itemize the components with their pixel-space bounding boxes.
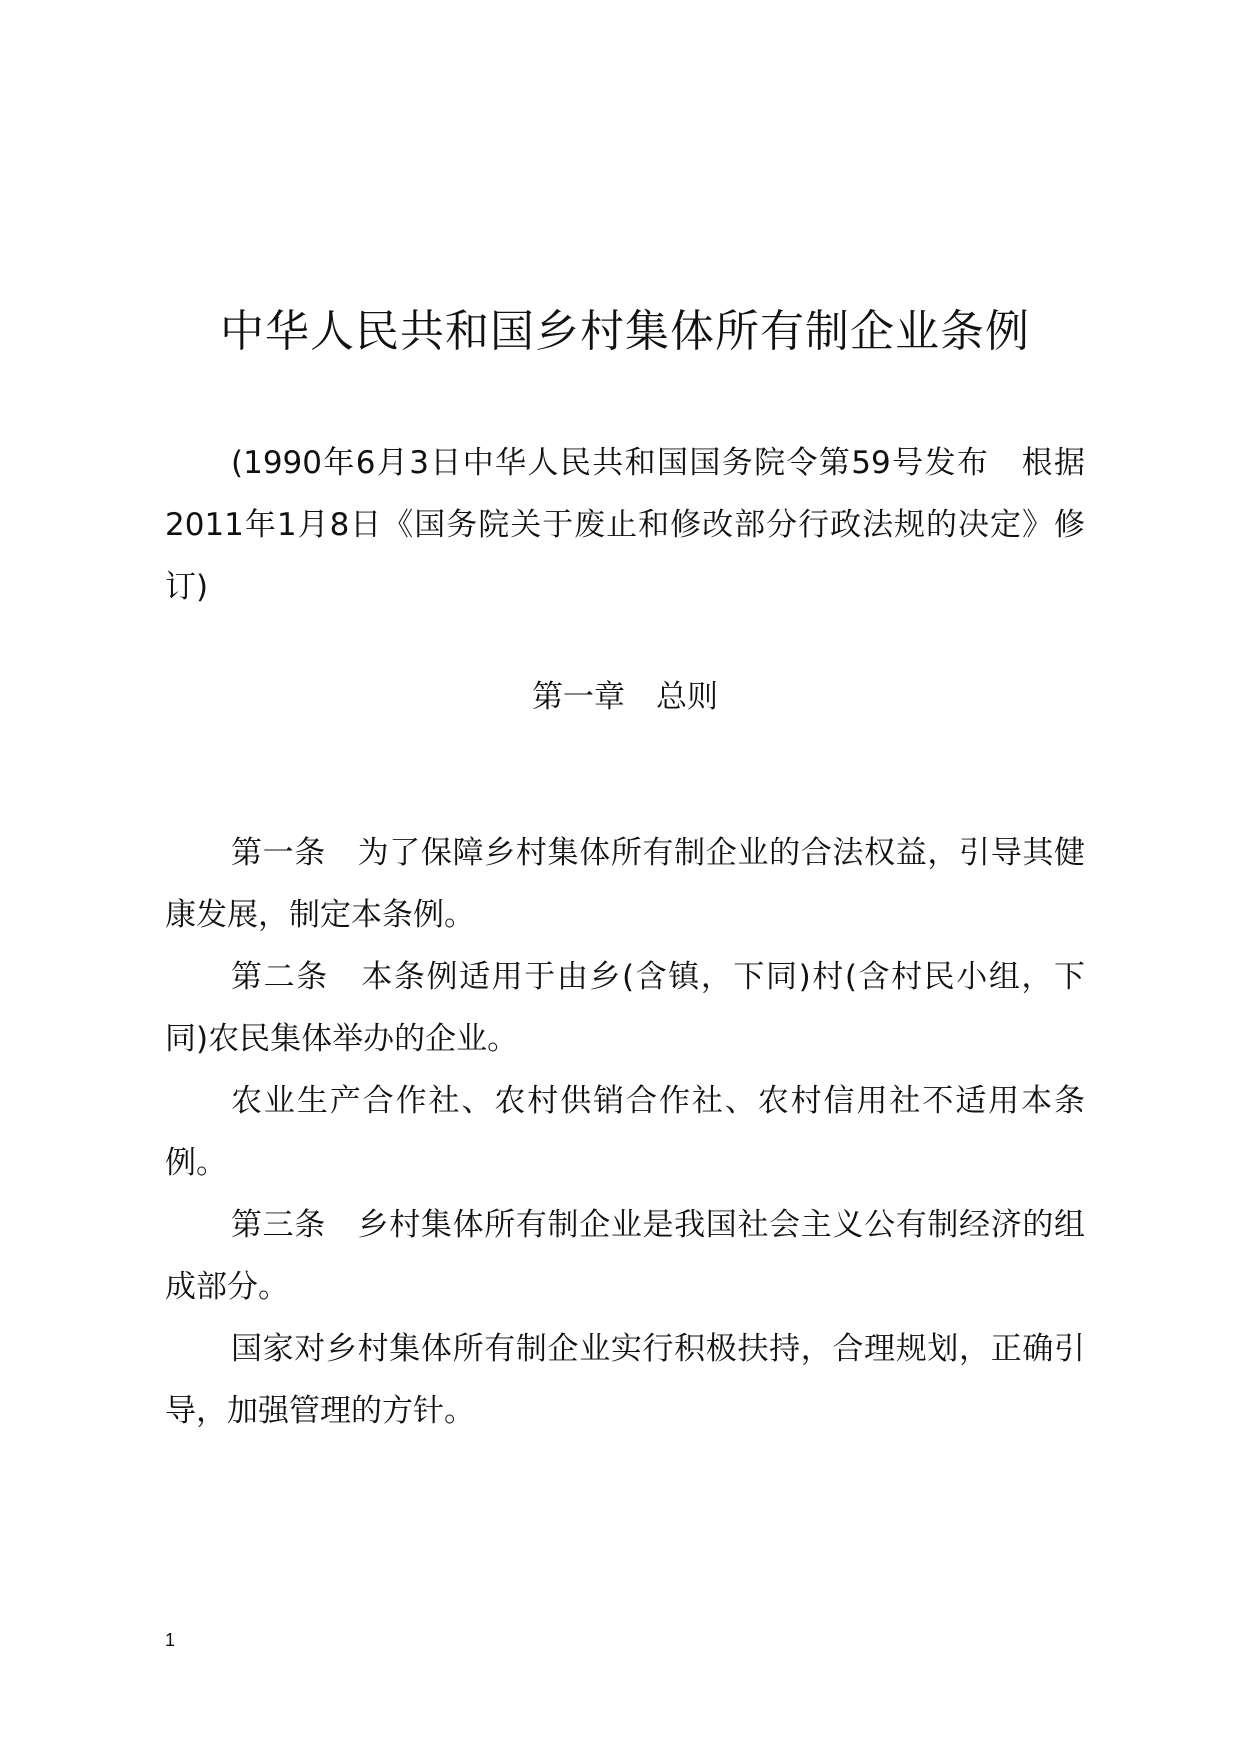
article-3-clause-2: 国家对乡村集体所有制企业实行积极扶持，合理规划，正确引导，加强管理的方针。 [165,1331,1085,1429]
article-2-clause-2: 农业生产合作社、农村供销合作社、农村信用社不适用本条例。 [165,1083,1085,1181]
chapter-heading: 第一章 总则 [532,679,718,715]
document-title: 中华人民共和国乡村集体所有制企业条例 [220,306,1030,357]
article-1: 第一条 为了保障乡村集体所有制企业的合法权益，引导其健康发展，制定本条例。 [165,835,1085,933]
promulgation-note: (1990年6月3日中华人民共和国国务院令第59号发布 根据2011年1月8日《国务院关于废止和修改部分行政法规的决定》修订) [165,445,1085,605]
article-2: 第二条 本条例适用于由乡(含镇，下同)村(含村民小组，下同)农民集体举办的企业。 [165,959,1085,1057]
page-number: 1 [165,1630,176,1650]
article-3: 第三条 乡村集体所有制企业是我国社会主义公有制经济的组成部分。 [165,1207,1085,1305]
document-body [165,822,1085,1442]
